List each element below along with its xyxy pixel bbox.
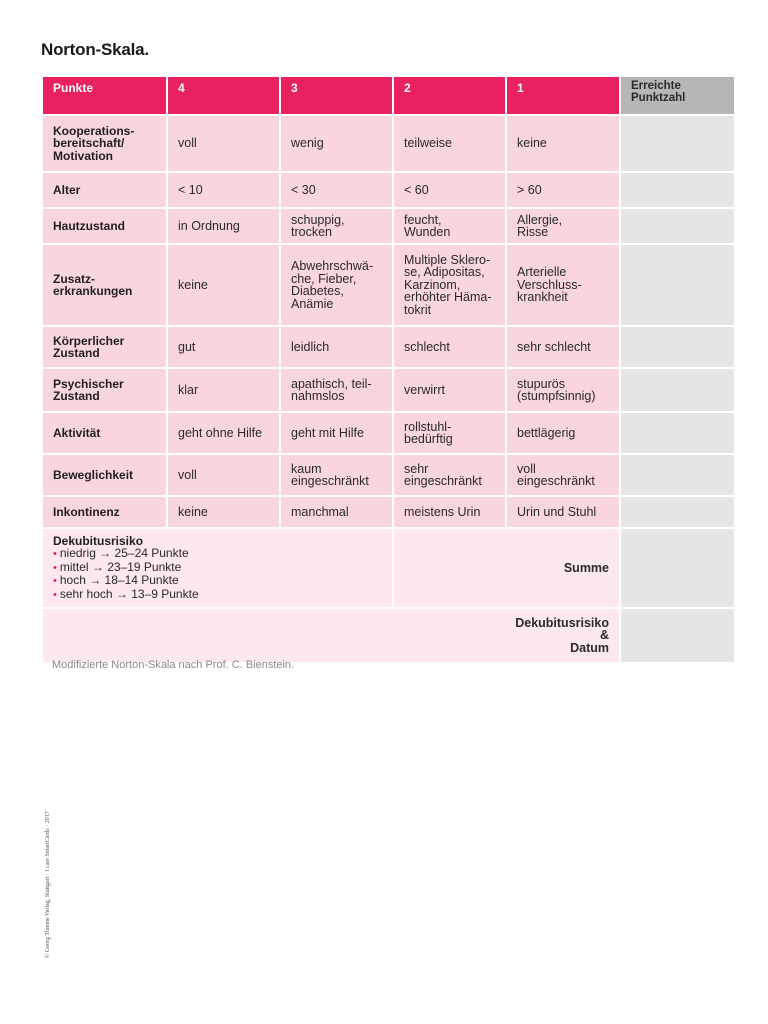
table-row <box>42 208 735 244</box>
cell-line: Alter <box>53 182 81 197</box>
cell-line: trocken <box>291 225 332 239</box>
score-cell <box>506 326 620 368</box>
score-cell <box>506 244 620 326</box>
score-cell <box>280 115 393 172</box>
score-cell <box>167 115 280 172</box>
criterion-label <box>42 326 167 368</box>
risk-legend-text: sehr hoch → 13–9 Punkte <box>59 586 199 601</box>
achieved-points-cell[interactable] <box>620 208 735 244</box>
cell-line: Urin und Stuhl <box>517 504 597 519</box>
achieved-points-cell[interactable] <box>620 172 735 208</box>
bullet-icon: • <box>53 588 57 601</box>
cell-line: in Ordnung <box>178 218 240 233</box>
risk-legend-title: Dekubitusrisiko <box>53 533 144 548</box>
cell-line: sehr <box>404 461 429 476</box>
achieved-points-cell[interactable] <box>620 115 735 172</box>
cell-line: leidlich <box>291 339 330 354</box>
cell-line: bereitschaft/ <box>53 136 125 151</box>
cell-line: manchmal <box>291 504 349 519</box>
cell-line: kaum <box>291 461 322 476</box>
achieved-points-cell[interactable] <box>620 368 735 412</box>
score-cell <box>393 496 506 528</box>
cell-line: Dekubitusrisiko <box>515 615 609 630</box>
sum-value-cell[interactable] <box>620 528 735 608</box>
risk-legend-item <box>53 574 382 588</box>
header-achieved-line1: Erreichte <box>631 80 681 92</box>
table-row <box>42 326 735 368</box>
criterion-label <box>42 208 167 244</box>
score-cell <box>393 208 506 244</box>
cell-line: Risse <box>517 225 549 239</box>
criterion-label <box>42 244 167 326</box>
cell-line: teilweise <box>404 136 452 151</box>
criterion-label <box>42 115 167 172</box>
cell-line: bettlägerig <box>517 425 576 440</box>
score-cell <box>393 326 506 368</box>
cell-line: tokrit <box>404 302 432 317</box>
criterion-label <box>42 412 167 454</box>
criterion-label <box>42 496 167 528</box>
risk-date-row <box>42 608 735 663</box>
achieved-points-cell[interactable] <box>620 244 735 326</box>
risk-date-label <box>42 608 620 663</box>
header-score-3: 3 <box>280 76 393 115</box>
cell-line: keine <box>517 136 547 151</box>
bullet-icon: • <box>53 575 57 588</box>
cell-line: geht mit Hilfe <box>291 425 364 440</box>
table-row <box>42 115 735 172</box>
cell-line: erhöhter Häma- <box>404 290 492 305</box>
cell-line: geht ohne Hilfe <box>178 425 263 440</box>
cell-line: Verschluss- <box>517 277 582 292</box>
criterion-label <box>42 454 167 496</box>
cell-line: eingeschränkt <box>404 474 482 488</box>
header-achieved-points <box>620 76 735 115</box>
cell-line: Allergie, <box>517 212 563 227</box>
score-cell <box>280 172 393 208</box>
cell-line: Hautzustand <box>53 218 125 233</box>
score-cell <box>167 412 280 454</box>
table-header-row <box>42 76 735 115</box>
cell-line: wenig <box>291 136 324 151</box>
score-cell <box>167 208 280 244</box>
risk-legend-text: niedrig → 25–24 Punkte <box>59 546 189 561</box>
risk-legend-item <box>53 588 382 602</box>
score-cell <box>393 412 506 454</box>
score-cell <box>167 244 280 326</box>
score-cell <box>393 115 506 172</box>
cell-line: se, Adipositas, <box>404 265 485 280</box>
header-points: Punkte <box>42 76 167 115</box>
cell-line: Aktivität <box>53 425 101 440</box>
cell-line: che, Fieber, <box>291 271 357 286</box>
score-cell <box>167 454 280 496</box>
table-row <box>42 368 735 412</box>
cell-line: Inkontinenz <box>53 504 120 519</box>
score-cell <box>506 115 620 172</box>
cell-line: gut <box>178 339 196 354</box>
sum-label: Summe <box>393 528 620 608</box>
bullet-icon: • <box>53 561 57 574</box>
summary-row <box>42 528 735 608</box>
cell-line: Zustand <box>53 346 100 360</box>
cell-line: verwirrt <box>404 382 445 397</box>
score-cell <box>393 454 506 496</box>
cell-line: sehr schlecht <box>517 339 591 354</box>
risk-date-value-cell[interactable] <box>620 608 735 663</box>
cell-line: keine <box>178 504 208 519</box>
risk-legend-item <box>53 561 382 575</box>
risk-legend-list <box>53 547 382 601</box>
cell-line: Anämie <box>291 296 334 311</box>
criterion-label <box>42 368 167 412</box>
achieved-points-cell[interactable] <box>620 496 735 528</box>
score-cell <box>506 496 620 528</box>
cell-line: erkrankungen <box>53 284 133 298</box>
score-cell <box>280 208 393 244</box>
score-cell <box>280 244 393 326</box>
score-cell <box>506 208 620 244</box>
score-cell <box>506 454 620 496</box>
cell-line: feucht, <box>404 212 442 227</box>
page-title: Norton-Skala. <box>41 40 149 59</box>
cell-line: < 30 <box>291 182 316 197</box>
header-score-1: 1 <box>506 76 620 115</box>
cell-line: apathisch, teil- <box>291 376 372 391</box>
risk-legend <box>42 528 393 608</box>
cell-line: Wunden <box>404 225 451 239</box>
score-cell <box>393 172 506 208</box>
criterion-label <box>42 172 167 208</box>
cell-line: < 10 <box>178 182 203 197</box>
table-row <box>42 454 735 496</box>
cell-line: Zusatz- <box>53 271 95 286</box>
cell-line: eingeschränkt <box>291 474 369 488</box>
score-cell <box>506 412 620 454</box>
cell-line: schuppig, <box>291 212 345 227</box>
cell-line: Beweglichkeit <box>53 467 134 482</box>
cell-line: & <box>599 628 609 643</box>
cell-line: schlecht <box>404 339 450 354</box>
score-cell <box>167 368 280 412</box>
cell-line: Motivation <box>53 148 113 163</box>
cell-line: Körperlicher <box>53 333 125 348</box>
score-cell <box>280 412 393 454</box>
header-score-2: 2 <box>393 76 506 115</box>
score-cell <box>167 172 280 208</box>
achieved-points-cell[interactable] <box>620 412 735 454</box>
score-cell <box>506 368 620 412</box>
cell-line: voll <box>178 467 197 482</box>
score-cell <box>506 172 620 208</box>
score-cell <box>280 454 393 496</box>
cell-line: Diabetes, <box>291 284 344 298</box>
score-cell <box>167 326 280 368</box>
cell-line: Karzinom, <box>404 277 461 292</box>
caption: Modifizierte Norton-Skala nach Prof. C. Bienstein. <box>52 659 295 671</box>
cell-line: bedürftig <box>404 432 453 446</box>
cell-line: keine <box>178 277 208 292</box>
cell-line: rollstuhl- <box>404 419 452 434</box>
cell-line: Datum <box>570 640 609 655</box>
cell-line: stupurös <box>517 376 565 391</box>
cell-line: voll <box>178 136 197 151</box>
score-cell <box>280 326 393 368</box>
header-score-4: 4 <box>167 76 280 115</box>
copyright-notice: © Georg Thieme Verlag, Stuttgart · I care SmartCards · 2017 <box>45 811 51 958</box>
cell-line: Abwehrschwä- <box>291 259 373 273</box>
score-cell <box>280 496 393 528</box>
score-cell <box>393 368 506 412</box>
cell-line: nahmslos <box>291 389 345 403</box>
risk-legend-text: hoch → 18–14 Punkte <box>59 573 179 588</box>
cell-line: Psychischer <box>53 376 124 391</box>
cell-line: Arterielle <box>517 265 567 280</box>
cell-line: krankheit <box>517 290 568 305</box>
cell-line: Multiple Sklero- <box>404 252 491 267</box>
table-row <box>42 496 735 528</box>
score-cell <box>167 496 280 528</box>
score-cell <box>280 368 393 412</box>
cell-line: < 60 <box>404 182 429 197</box>
cell-line: voll <box>517 461 536 476</box>
cell-line: klar <box>178 382 199 397</box>
table-row <box>42 172 735 208</box>
cell-line: Kooperations- <box>53 123 135 138</box>
achieved-points-cell[interactable] <box>620 454 735 496</box>
cell-line: > 60 <box>517 182 542 197</box>
score-cell <box>393 244 506 326</box>
cell-line: Zustand <box>53 389 100 403</box>
norton-scale-table <box>41 75 736 664</box>
risk-legend-text: mittel → 23–19 Punkte <box>59 559 182 574</box>
header-achieved-line2: Punktzahl <box>631 91 686 104</box>
table-row <box>42 244 735 326</box>
cell-line: (stumpfsinnig) <box>517 389 596 403</box>
cell-line: meistens Urin <box>404 504 481 519</box>
risk-legend-item <box>53 547 382 561</box>
achieved-points-cell[interactable] <box>620 326 735 368</box>
cell-line: eingeschränkt <box>517 474 595 488</box>
bullet-icon: • <box>53 548 57 561</box>
table-row <box>42 412 735 454</box>
